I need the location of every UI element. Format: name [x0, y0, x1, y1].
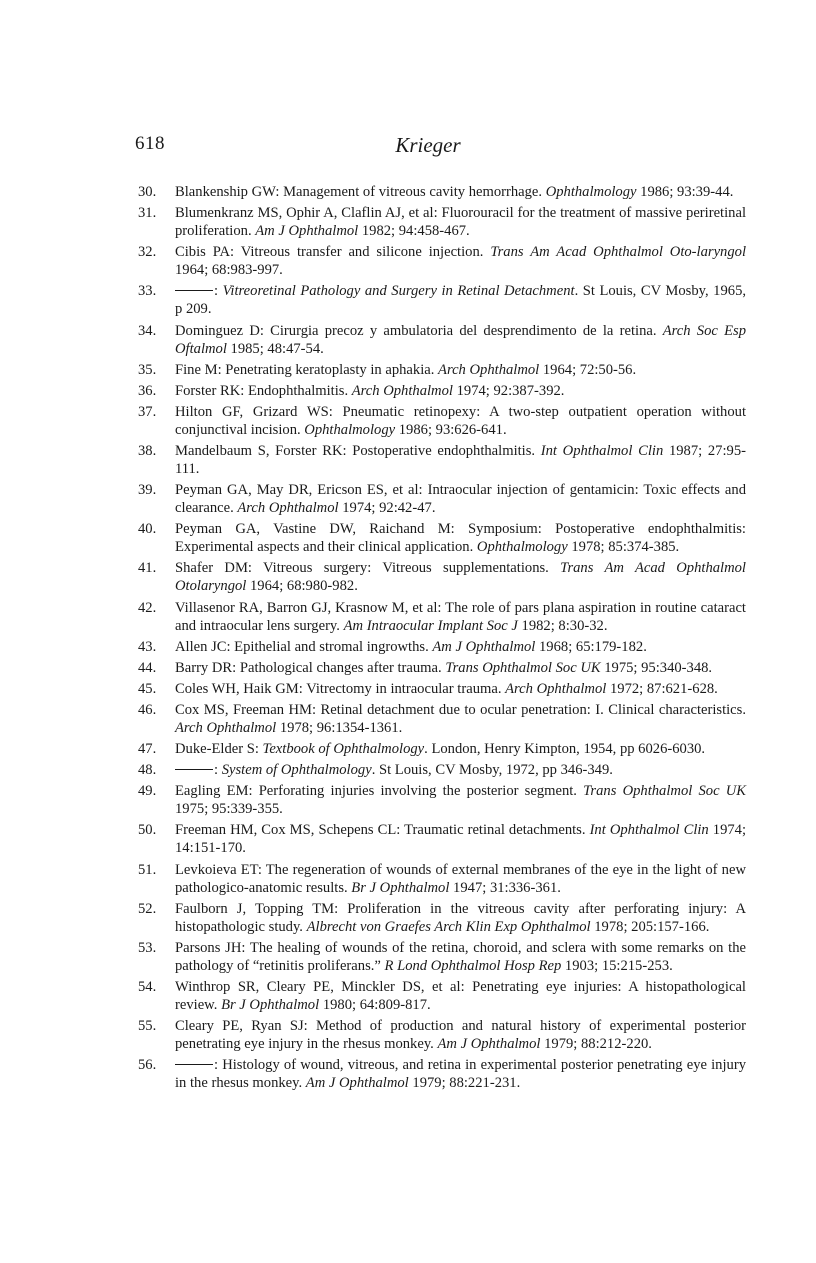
- reference-number: 44.: [138, 659, 157, 676]
- reference-item: [138, 442, 746, 478]
- reference-item: [138, 520, 746, 556]
- reference-text: Shafer DM: Vitreous surgery: Vitreous supplementations.: [175, 560, 561, 577]
- reference-text: :: [214, 762, 222, 779]
- reference-item: [138, 638, 746, 656]
- reference-item: [138, 322, 746, 358]
- reference-item: [138, 701, 746, 737]
- reference-number: 33.: [138, 283, 157, 300]
- reference-item: [138, 243, 746, 279]
- reference-journal: Vitreoretinal Pathology and Surgery in Retinal Detachment: [222, 283, 575, 300]
- reference-item: [138, 183, 746, 201]
- running-title: Krieger: [395, 133, 461, 157]
- reference-text: Parsons JH: The healing of wounds of the retina, choroid, and sclera with some remarks on the pathology of “retinitis proliferans.”: [175, 939, 746, 974]
- reference-journal: Arch Soc Esp Oftalmol: [175, 322, 746, 357]
- reference-citation: 1986; 93:39-44.: [636, 184, 734, 200]
- reference-item: [138, 680, 746, 698]
- reference-number: 40.: [138, 521, 157, 538]
- reference-item: [138, 939, 746, 975]
- reference-text: Dominguez D: Cirurgia precoz y ambulatoria del desprendimento de la retina.: [175, 322, 663, 339]
- reference-journal: Br J Ophthalmol: [351, 879, 450, 896]
- reference-item: [138, 821, 746, 857]
- reference-item: [138, 782, 746, 818]
- reference-citation: 1975; 95:339-355.: [175, 801, 283, 818]
- reference-citation: 1974; 92:42-47.: [338, 500, 436, 517]
- reference-item: [138, 861, 746, 897]
- reference-citation: 1978; 205:157-166.: [590, 918, 710, 935]
- reference-number: 38.: [138, 442, 157, 459]
- reference-text: Hilton GF, Grizard WS: Pneumatic retinopexy: A two-step outpatient operation without conjunctival incision.: [175, 403, 746, 438]
- reference-number: 31.: [138, 205, 157, 222]
- reference-number: 34.: [138, 322, 157, 339]
- page-number: 618: [135, 133, 165, 154]
- reference-number: 30.: [138, 184, 157, 200]
- reference-journal: System of Ophthalmology: [221, 762, 372, 779]
- reference-citation: 1964; 72:50-56.: [539, 361, 637, 378]
- reference-item: [138, 740, 746, 758]
- reference-text: :: [214, 283, 223, 300]
- reference-text: Fine M: Penetrating keratoplasty in aphakia.: [175, 361, 439, 378]
- reference-text: Eagling EM: Perforating injuries involving the posterior segment.: [175, 783, 584, 800]
- reference-journal: Arch Ophthalmol: [237, 500, 339, 517]
- reference-text: Villasenor RA, Barron GJ, Krasnow M, et al: The role of pars plana aspiration in routine cataract and intraocular lens surgery.: [175, 599, 746, 634]
- reference-number: 36.: [138, 382, 157, 399]
- reference-text: Cibis PA: Vitreous transfer and silicone injection.: [175, 244, 491, 261]
- reference-number: 54.: [138, 979, 157, 995]
- reference-number: 48.: [138, 762, 157, 779]
- reference-journal: Am J Ophthalmol: [432, 638, 536, 655]
- reference-text: Cleary PE, Ryan SJ: Method of production and natural history of experimental posterior penetrating eye injury in the rhesus monkey.: [175, 1018, 746, 1053]
- reference-text: Faulborn J, Topping TM: Proliferation in the vitreous cavity after perforating injury: A histopathologic study.: [175, 900, 746, 935]
- reference-citation: 1985; 48:47-54.: [226, 340, 324, 357]
- reference-item: [138, 900, 746, 936]
- reference-item: [138, 599, 746, 635]
- ditto-dash: [175, 290, 213, 291]
- reference-text: Freeman HM, Cox MS, Schepens CL: Traumatic retinal detachments.: [175, 822, 590, 839]
- reference-journal: Textbook of Ophthalmology: [262, 741, 425, 758]
- reference-journal: Trans Ophthalmol Soc UK: [445, 659, 601, 676]
- reference-number: 37.: [138, 403, 157, 420]
- reference-list: [138, 183, 746, 1095]
- reference-item: [138, 282, 746, 318]
- reference-text: Coles WH, Haik GM: Vitrectomy in intraocular trauma.: [175, 680, 506, 697]
- reference-text: Blankenship GW: Management of vitreous cavity hemorrhage.: [175, 184, 546, 200]
- reference-item: [138, 1056, 746, 1092]
- reference-item: [138, 559, 746, 595]
- reference-citation: 1964; 68:983-997.: [175, 262, 283, 279]
- reference-number: 55.: [138, 1018, 157, 1035]
- reference-number: 49.: [138, 783, 157, 800]
- reference-item: [138, 1017, 746, 1053]
- reference-item: [138, 659, 746, 677]
- reference-citation: 1986; 93:626-641.: [395, 421, 507, 438]
- reference-number: 45.: [138, 680, 157, 697]
- reference-number: 46.: [138, 701, 157, 718]
- reference-text: Barry DR: Pathological changes after trauma.: [175, 659, 446, 676]
- reference-number: 56.: [138, 1057, 157, 1074]
- reference-journal: Arch Ophthalmol: [175, 720, 277, 737]
- reference-citation: 1982; 94:458-467.: [358, 223, 470, 240]
- reference-text: Mandelbaum S, Forster RK: Postoperative endophthalmitis.: [175, 442, 541, 459]
- reference-journal: Arch Ophthalmol: [438, 361, 540, 378]
- reference-citation: 1975; 95:340-348.: [600, 659, 713, 676]
- reference-citation: 1974; 92:387-392.: [452, 382, 565, 399]
- reference-journal: Am Intraocular Implant Soc J: [343, 617, 518, 634]
- reference-journal: Ophthalmology: [476, 539, 568, 556]
- reference-text: Duke-Elder S:: [175, 741, 263, 758]
- reference-item: [138, 361, 746, 379]
- reference-number: 43.: [138, 638, 157, 655]
- reference-citation: 1903; 15:215-253.: [561, 957, 673, 974]
- reference-journal: Arch Ophthalmol: [351, 382, 453, 399]
- reference-text: Blumenkranz MS, Ophir A, Claflin AJ, et al: Fluorouracil for the treatment of massive periretinal proliferation.: [175, 205, 746, 240]
- reference-journal: Ophthalmology: [545, 184, 637, 200]
- reference-citation: 1968; 65:179-182.: [535, 638, 647, 655]
- reference-citation: 1978; 85:374-385.: [567, 539, 680, 556]
- reference-journal: Am J Ophthalmol: [305, 1075, 409, 1092]
- reference-citation: 1979; 88:212-220.: [540, 1036, 652, 1053]
- reference-citation: 1972; 87:621-628.: [606, 680, 718, 697]
- reference-journal: Trans Ophthalmol Soc UK: [583, 783, 746, 800]
- reference-journal: Br J Ophthalmol: [221, 997, 320, 1014]
- reference-number: 50.: [138, 822, 157, 839]
- reference-citation: . St Louis, CV Mosby, 1972, pp 346-349.: [371, 762, 613, 779]
- reference-journal: Am J Ophthalmol: [255, 223, 359, 240]
- reference-item: [138, 403, 746, 439]
- reference-journal: R Lond Ophthalmol Hosp Rep: [384, 957, 562, 974]
- reference-citation: 1978; 96:1354-1361.: [276, 720, 403, 737]
- reference-journal: Int Ophthalmol Clin: [540, 442, 664, 459]
- reference-text: Allen JC: Epithelial and stromal ingrowths.: [175, 638, 433, 655]
- reference-text: Peyman GA, May DR, Ericson ES, et al: Intraocular injection of gentamicin: Toxic effects and clearance.: [175, 482, 746, 517]
- ditto-dash: [175, 1064, 213, 1065]
- reference-item: [138, 204, 746, 240]
- reference-item: [138, 978, 746, 1014]
- reference-text: Cox MS, Freeman HM: Retinal detachment due to ocular penetration: I. Clinical characteristics.: [175, 701, 746, 718]
- ditto-dash: [175, 769, 213, 770]
- reference-journal: Ophthalmology: [304, 421, 396, 438]
- reference-number: 47.: [138, 741, 157, 758]
- reference-journal: Arch Ophthalmol: [505, 680, 607, 697]
- reference-citation: . St Louis, CV Mosby, 1965, p 209.: [175, 283, 747, 318]
- reference-text: : Histology of wound, vitreous, and retina in experimental posterior penetrating eye injury in the rhesus monkey.: [175, 1057, 746, 1092]
- reference-citation: 1979; 88:221-231.: [408, 1075, 521, 1092]
- reference-text: Forster RK: Endophthalmitis.: [175, 382, 352, 399]
- reference-item: [138, 761, 746, 779]
- reference-journal: Trans Am Acad Ophthalmol Otolaryngol: [175, 560, 746, 595]
- reference-citation: . London, Henry Kimpton, 1954, pp 6026-6030.: [424, 741, 706, 758]
- reference-item: [138, 382, 746, 400]
- reference-journal: Albrecht von Graefes Arch Klin Exp Ophthalmol: [306, 918, 591, 935]
- page-header: [135, 133, 681, 157]
- reference-number: 53.: [138, 939, 157, 956]
- reference-citation: 1947; 31:336-361.: [449, 879, 561, 896]
- reference-number: 32.: [138, 244, 157, 261]
- reference-number: 35.: [138, 361, 157, 378]
- reference-text: Peyman GA, Vastine DW, Raichand M: Symposium: Postoperative endophthalmitis: Experimental aspects and their clinical application.: [175, 521, 746, 556]
- reference-citation: 1982; 8:30-32.: [517, 617, 608, 634]
- reference-journal: Int Ophthalmol Clin: [589, 822, 709, 839]
- reference-item: [138, 481, 746, 517]
- reference-text: Levkoieva ET: The regeneration of wounds of external membranes of the eye in the light of new pathologico-anatomic results.: [175, 861, 746, 896]
- reference-number: 39.: [138, 482, 157, 499]
- reference-citation: 1964; 68:980-982.: [246, 578, 358, 595]
- reference-citation: 1987; 27:95-111.: [175, 442, 746, 478]
- reference-citation: 1974; 14:151-170.: [175, 822, 747, 857]
- reference-journal: Trans Am Acad Ophthalmol Oto-laryngol: [490, 244, 746, 261]
- reference-number: 52.: [138, 900, 157, 917]
- reference-number: 51.: [138, 861, 157, 878]
- reference-citation: 1980; 64:809-817.: [319, 997, 431, 1014]
- reference-number: 41.: [138, 560, 157, 577]
- reference-journal: Am J Ophthalmol: [437, 1036, 541, 1053]
- reference-text: Winthrop SR, Cleary PE, Minckler DS, et al: Penetrating eye injuries: A histopathological review.: [175, 979, 746, 1014]
- reference-number: 42.: [138, 599, 157, 616]
